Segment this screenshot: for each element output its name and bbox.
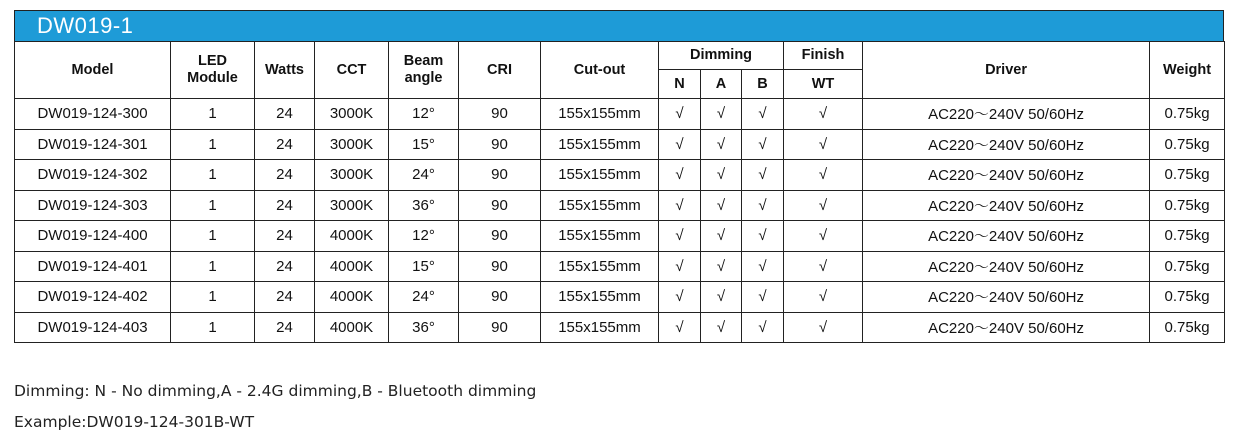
cell-cutout: 155x155mm	[541, 190, 659, 221]
cell-beam: 12°	[389, 99, 459, 130]
product-title: DW019-1	[37, 13, 134, 38]
cell-weight: 0.75kg	[1150, 282, 1225, 313]
cell-finish-wt: √	[784, 190, 863, 221]
cell-dim-n: √	[659, 282, 701, 313]
cell-cutout: 155x155mm	[541, 129, 659, 160]
cell-dim-a: √	[701, 221, 742, 252]
cell-driver: AC220～240V 50/60Hz	[863, 221, 1150, 252]
table-row	[15, 312, 1225, 343]
cell-model: DW019-124-303	[15, 190, 171, 221]
cell-cct: 3000K	[315, 160, 389, 191]
cell-cct: 4000K	[315, 251, 389, 282]
header-led-line1: LED	[198, 53, 227, 69]
header-dim-n: N	[659, 70, 701, 99]
cell-dim-a: √	[701, 190, 742, 221]
cell-driver: AC220～240V 50/60Hz	[863, 99, 1150, 130]
cell-cutout: 155x155mm	[541, 99, 659, 130]
cell-model: DW019-124-302	[15, 160, 171, 191]
cell-model: DW019-124-403	[15, 312, 171, 343]
cell-led: 1	[171, 99, 255, 130]
cell-cct: 3000K	[315, 99, 389, 130]
cell-dim-b: √	[742, 129, 784, 160]
cell-led: 1	[171, 190, 255, 221]
cell-model: DW019-124-402	[15, 282, 171, 313]
table-row	[15, 129, 1225, 160]
header-dim-a: A	[701, 70, 742, 99]
cell-weight: 0.75kg	[1150, 251, 1225, 282]
cell-beam: 15°	[389, 129, 459, 160]
cell-dim-b: √	[742, 312, 784, 343]
cell-model: DW019-124-401	[15, 251, 171, 282]
cell-dim-n: √	[659, 160, 701, 191]
cell-finish-wt: √	[784, 129, 863, 160]
cell-cct: 3000K	[315, 129, 389, 160]
table-body	[15, 99, 1225, 343]
cell-cct: 3000K	[315, 190, 389, 221]
cell-weight: 0.75kg	[1150, 160, 1225, 191]
cell-watts: 24	[255, 312, 315, 343]
cell-led: 1	[171, 221, 255, 252]
header-led-module	[171, 42, 255, 99]
table-row	[15, 221, 1225, 252]
cell-watts: 24	[255, 221, 315, 252]
cell-dim-a: √	[701, 129, 742, 160]
header-cri: CRI	[459, 42, 541, 99]
cell-cutout: 155x155mm	[541, 251, 659, 282]
cell-weight: 0.75kg	[1150, 312, 1225, 343]
title-bar	[14, 10, 1224, 41]
cell-beam: 36°	[389, 190, 459, 221]
header-finish: Finish	[784, 42, 863, 70]
cell-dim-n: √	[659, 190, 701, 221]
example-code: Example:DW019-124-301B-WT	[14, 413, 255, 431]
spec-table	[14, 41, 1225, 343]
cell-beam: 24°	[389, 160, 459, 191]
cell-beam: 36°	[389, 312, 459, 343]
table-row	[15, 190, 1225, 221]
cell-cri: 90	[459, 282, 541, 313]
cell-driver: AC220～240V 50/60Hz	[863, 282, 1150, 313]
table-row	[15, 99, 1225, 130]
table-row	[15, 251, 1225, 282]
header-cct: CCT	[315, 42, 389, 99]
cell-beam: 15°	[389, 251, 459, 282]
cell-driver: AC220～240V 50/60Hz	[863, 129, 1150, 160]
cell-watts: 24	[255, 282, 315, 313]
cell-cutout: 155x155mm	[541, 160, 659, 191]
cell-dim-a: √	[701, 282, 742, 313]
cell-cri: 90	[459, 190, 541, 221]
cell-model: DW019-124-400	[15, 221, 171, 252]
cell-cct: 4000K	[315, 221, 389, 252]
header-beam-line1: Beam	[403, 53, 444, 69]
cell-dim-b: √	[742, 251, 784, 282]
header-beam-angle	[389, 42, 459, 99]
header-driver: Driver	[863, 42, 1150, 99]
cell-watts: 24	[255, 129, 315, 160]
cell-model: DW019-124-301	[15, 129, 171, 160]
cell-watts: 24	[255, 99, 315, 130]
cell-finish-wt: √	[784, 221, 863, 252]
header-cutout: Cut-out	[541, 42, 659, 99]
cell-driver: AC220～240V 50/60Hz	[863, 251, 1150, 282]
cell-watts: 24	[255, 251, 315, 282]
cell-model: DW019-124-300	[15, 99, 171, 130]
cell-led: 1	[171, 312, 255, 343]
cell-weight: 0.75kg	[1150, 129, 1225, 160]
cell-dim-a: √	[701, 251, 742, 282]
cell-dim-a: √	[701, 160, 742, 191]
cell-cri: 90	[459, 221, 541, 252]
cell-cutout: 155x155mm	[541, 312, 659, 343]
cell-cutout: 155x155mm	[541, 221, 659, 252]
cell-beam: 24°	[389, 282, 459, 313]
cell-cutout: 155x155mm	[541, 282, 659, 313]
cell-finish-wt: √	[784, 251, 863, 282]
cell-cct: 4000K	[315, 312, 389, 343]
cell-watts: 24	[255, 160, 315, 191]
header-led-line2: Module	[187, 70, 238, 86]
cell-dim-n: √	[659, 99, 701, 130]
cell-led: 1	[171, 160, 255, 191]
cell-cri: 90	[459, 251, 541, 282]
cell-watts: 24	[255, 190, 315, 221]
cell-beam: 12°	[389, 221, 459, 252]
cell-finish-wt: √	[784, 312, 863, 343]
cell-led: 1	[171, 129, 255, 160]
cell-led: 1	[171, 251, 255, 282]
cell-weight: 0.75kg	[1150, 221, 1225, 252]
cell-cct: 4000K	[315, 282, 389, 313]
cell-weight: 0.75kg	[1150, 99, 1225, 130]
cell-dim-b: √	[742, 160, 784, 191]
cell-dim-b: √	[742, 190, 784, 221]
cell-dim-n: √	[659, 251, 701, 282]
cell-finish-wt: √	[784, 99, 863, 130]
cell-dim-n: √	[659, 221, 701, 252]
table-header	[15, 42, 1225, 99]
table-row	[15, 282, 1225, 313]
cell-dim-n: √	[659, 312, 701, 343]
header-finish-wt: WT	[784, 70, 863, 99]
header-weight: Weight	[1150, 42, 1225, 99]
cell-dim-b: √	[742, 221, 784, 252]
cell-dim-n: √	[659, 129, 701, 160]
cell-finish-wt: √	[784, 160, 863, 191]
header-dim-b: B	[742, 70, 784, 99]
header-model: Model	[15, 42, 171, 99]
spec-sheet	[14, 10, 1224, 343]
cell-dim-b: √	[742, 99, 784, 130]
cell-driver: AC220～240V 50/60Hz	[863, 312, 1150, 343]
header-dimming: Dimming	[659, 42, 784, 70]
dimming-legend: Dimming: N - No dimming,A - 2.4G dimming,B - Bluetooth dimming	[14, 382, 537, 400]
cell-cri: 90	[459, 160, 541, 191]
cell-dim-b: √	[742, 282, 784, 313]
cell-cri: 90	[459, 312, 541, 343]
cell-driver: AC220～240V 50/60Hz	[863, 160, 1150, 191]
cell-dim-a: √	[701, 99, 742, 130]
cell-weight: 0.75kg	[1150, 190, 1225, 221]
header-beam-line2: angle	[404, 70, 443, 86]
table-row	[15, 160, 1225, 191]
cell-finish-wt: √	[784, 282, 863, 313]
cell-cri: 90	[459, 129, 541, 160]
cell-cri: 90	[459, 99, 541, 130]
header-watts: Watts	[255, 42, 315, 99]
cell-driver: AC220～240V 50/60Hz	[863, 190, 1150, 221]
cell-led: 1	[171, 282, 255, 313]
cell-dim-a: √	[701, 312, 742, 343]
